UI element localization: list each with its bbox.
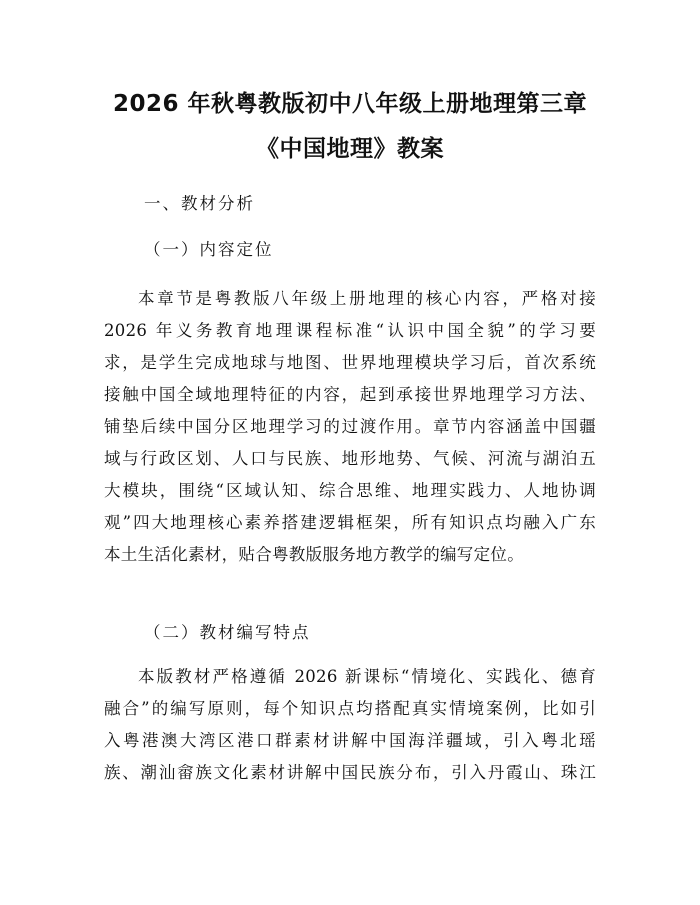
section-heading-textbook-analysis: 一、教材分析 xyxy=(144,194,255,213)
paragraph-line: 本章节是粤教版八年级上册地理的核心内容，严格对接 xyxy=(138,289,596,308)
paragraph-line: 入粤港澳大湾区港口群素材讲解中国海洋疆域，引入粤北瑶 xyxy=(104,731,596,750)
paragraph-line: 2026 年义务教育地理课程标准“认识中国全貌”的学习要 xyxy=(104,321,596,340)
paragraph-line: 大模块，围绕“区域认知、综合思维、地理实践力、人地协调 xyxy=(104,481,596,500)
paragraph-line: 观”四大地理核心素养搭建逻辑框架，所有知识点均融入广东 xyxy=(104,513,596,532)
subsection-heading-content-positioning: （一）内容定位 xyxy=(144,240,274,259)
paragraph-line: 铺垫后续中国分区地理学习的过渡作用。章节内容涵盖中国疆 xyxy=(104,417,596,436)
paragraph-writing-features xyxy=(104,661,596,789)
paragraph-line: 域与行政区划、人口与民族、地形地势、气候、河流与湖泊五 xyxy=(104,449,596,468)
paragraph-line: 接触中国全域地理特征的内容，起到承接世界地理学习方法、 xyxy=(104,385,596,404)
document-title-line-1: 2026 年秋粤教版初中八年级上册地理第三章 xyxy=(112,91,588,117)
paragraph-line: 本版教材严格遵循 2026 新课标“情境化、实践化、德育 xyxy=(138,667,596,686)
paragraph-line: 求，是学生完成地球与地图、世界地理模块学习后，首次系统 xyxy=(104,353,596,372)
subsection-heading-writing-features: （二）教材编写特点 xyxy=(144,623,311,642)
paragraph-line: 融合”的编写原则，每个知识点均搭配真实情境案例，比如引 xyxy=(104,699,596,718)
paragraph-content-positioning xyxy=(104,283,596,571)
paragraph-line: 本土生活化素材，贴合粤教版服务地方教学的编写定位。 xyxy=(104,545,524,564)
document-title-line-2: 《中国地理》教案 xyxy=(256,136,444,162)
paragraph-line: 族、潮汕畲族文化素材讲解中国民族分布，引入丹霞山、珠江 xyxy=(104,763,596,782)
